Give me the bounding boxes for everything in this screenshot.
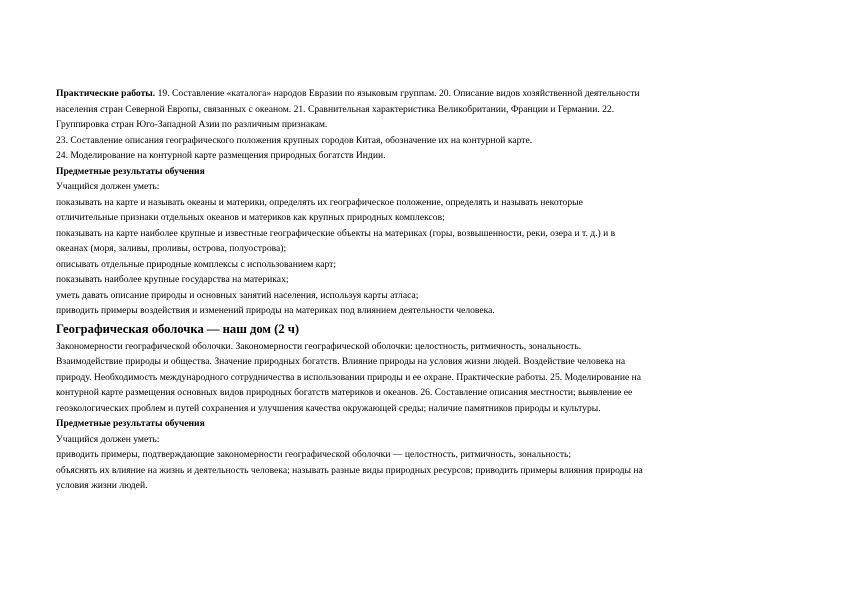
practical-works-line-1 [56, 86, 786, 102]
results2-line: условия жизни людей. [56, 480, 148, 491]
practical-works-line-4: 23. Составление описания географического положения крупных городов Китая, обозначение их на контурной карте. [56, 134, 533, 146]
document-page [56, 86, 786, 494]
results-intro-1: Учащийся должен уметь: [56, 181, 160, 192]
practical-works-line-2: населения стран Северной Европы, связанных с океаном. 21. Сравнительная характеристика Великобритании, Франции и Германии. 22. [56, 103, 615, 115]
section-line: контурной карте размещения основных видов природных богатств материков и океанов. 26. Составление описания местности; выявление ее [56, 387, 633, 398]
section-line: Взаимодействие природы и общества. Значение природных богатств. Влияние природы на условия жизни людей. Воздействие человека на [56, 356, 626, 367]
results-line: отличительные признаки отдельных океанов и материков как крупных природных комплексов; [56, 212, 445, 223]
results-line: приводить примеры воздействия и изменений природы на материках под влиянием деятельности человека. [56, 305, 495, 316]
practical-works-line-5: 24. Моделирование на контурной карте размещения природных богатств Индии. [56, 150, 386, 161]
practical-works-label: Практические работы. [56, 88, 156, 99]
results-title-1: Предметные результаты обучения [56, 165, 205, 177]
results-line: показывать наиболее крупные государства на материках; [56, 274, 289, 285]
results-line: океанах (моря, заливы, проливы, острова, полуострова); [56, 243, 287, 254]
results-intro-2: Учащийся должен уметь: [56, 433, 160, 445]
section-line: Закономерности географической оболочки. Закономерности географической оболочки: целостность, ритмичность, зональность. [56, 340, 582, 352]
section-line: геоэкологических проблем и путей сохранения и улучшения качества окружающей среды; наличие памятников природы и культуры. [56, 402, 601, 414]
results-line: показывать на карте наиболее крупные и известные географические объекты на материках (горы, возвышенности, реки, озера и т. д.) и в [56, 227, 616, 239]
section-heading: Географическая оболочка — наш дом (2 ч) [56, 321, 300, 336]
results-line: уметь давать описание природы и основных занятий населения, используя карты атласа; [56, 289, 419, 301]
section-line: природу. Необходимость международного сотрудничества в использовании природы и ее охране. Практические работы. 25. Моделирование на [56, 371, 642, 383]
practical-works-text-1: 19. Составление «каталога» народов Евразии по языковым группам. 20. Описание видов хозяйственной деятельности [155, 88, 640, 99]
results-line: описывать отдельные природные комплексы с использованием карт; [56, 258, 336, 270]
results-title-2: Предметные результаты обучения [56, 418, 205, 429]
results2-line: объяснять их влияние на жизнь и деятельность человека; называть разные виды природных ресурсов; приводить примеры влияния природы на [56, 464, 643, 476]
results2-line: приводить примеры, подтверждающие закономерности географической оболочки — целостность, ритмичность, зональность; [56, 449, 572, 460]
practical-works-line-3: Группировка стран Юго-Западной Азии по различным признакам. [56, 119, 328, 130]
results-line: показывать на карте и называть океаны и материки, определять их географическое положение, определять и называть некоторые [56, 196, 583, 208]
